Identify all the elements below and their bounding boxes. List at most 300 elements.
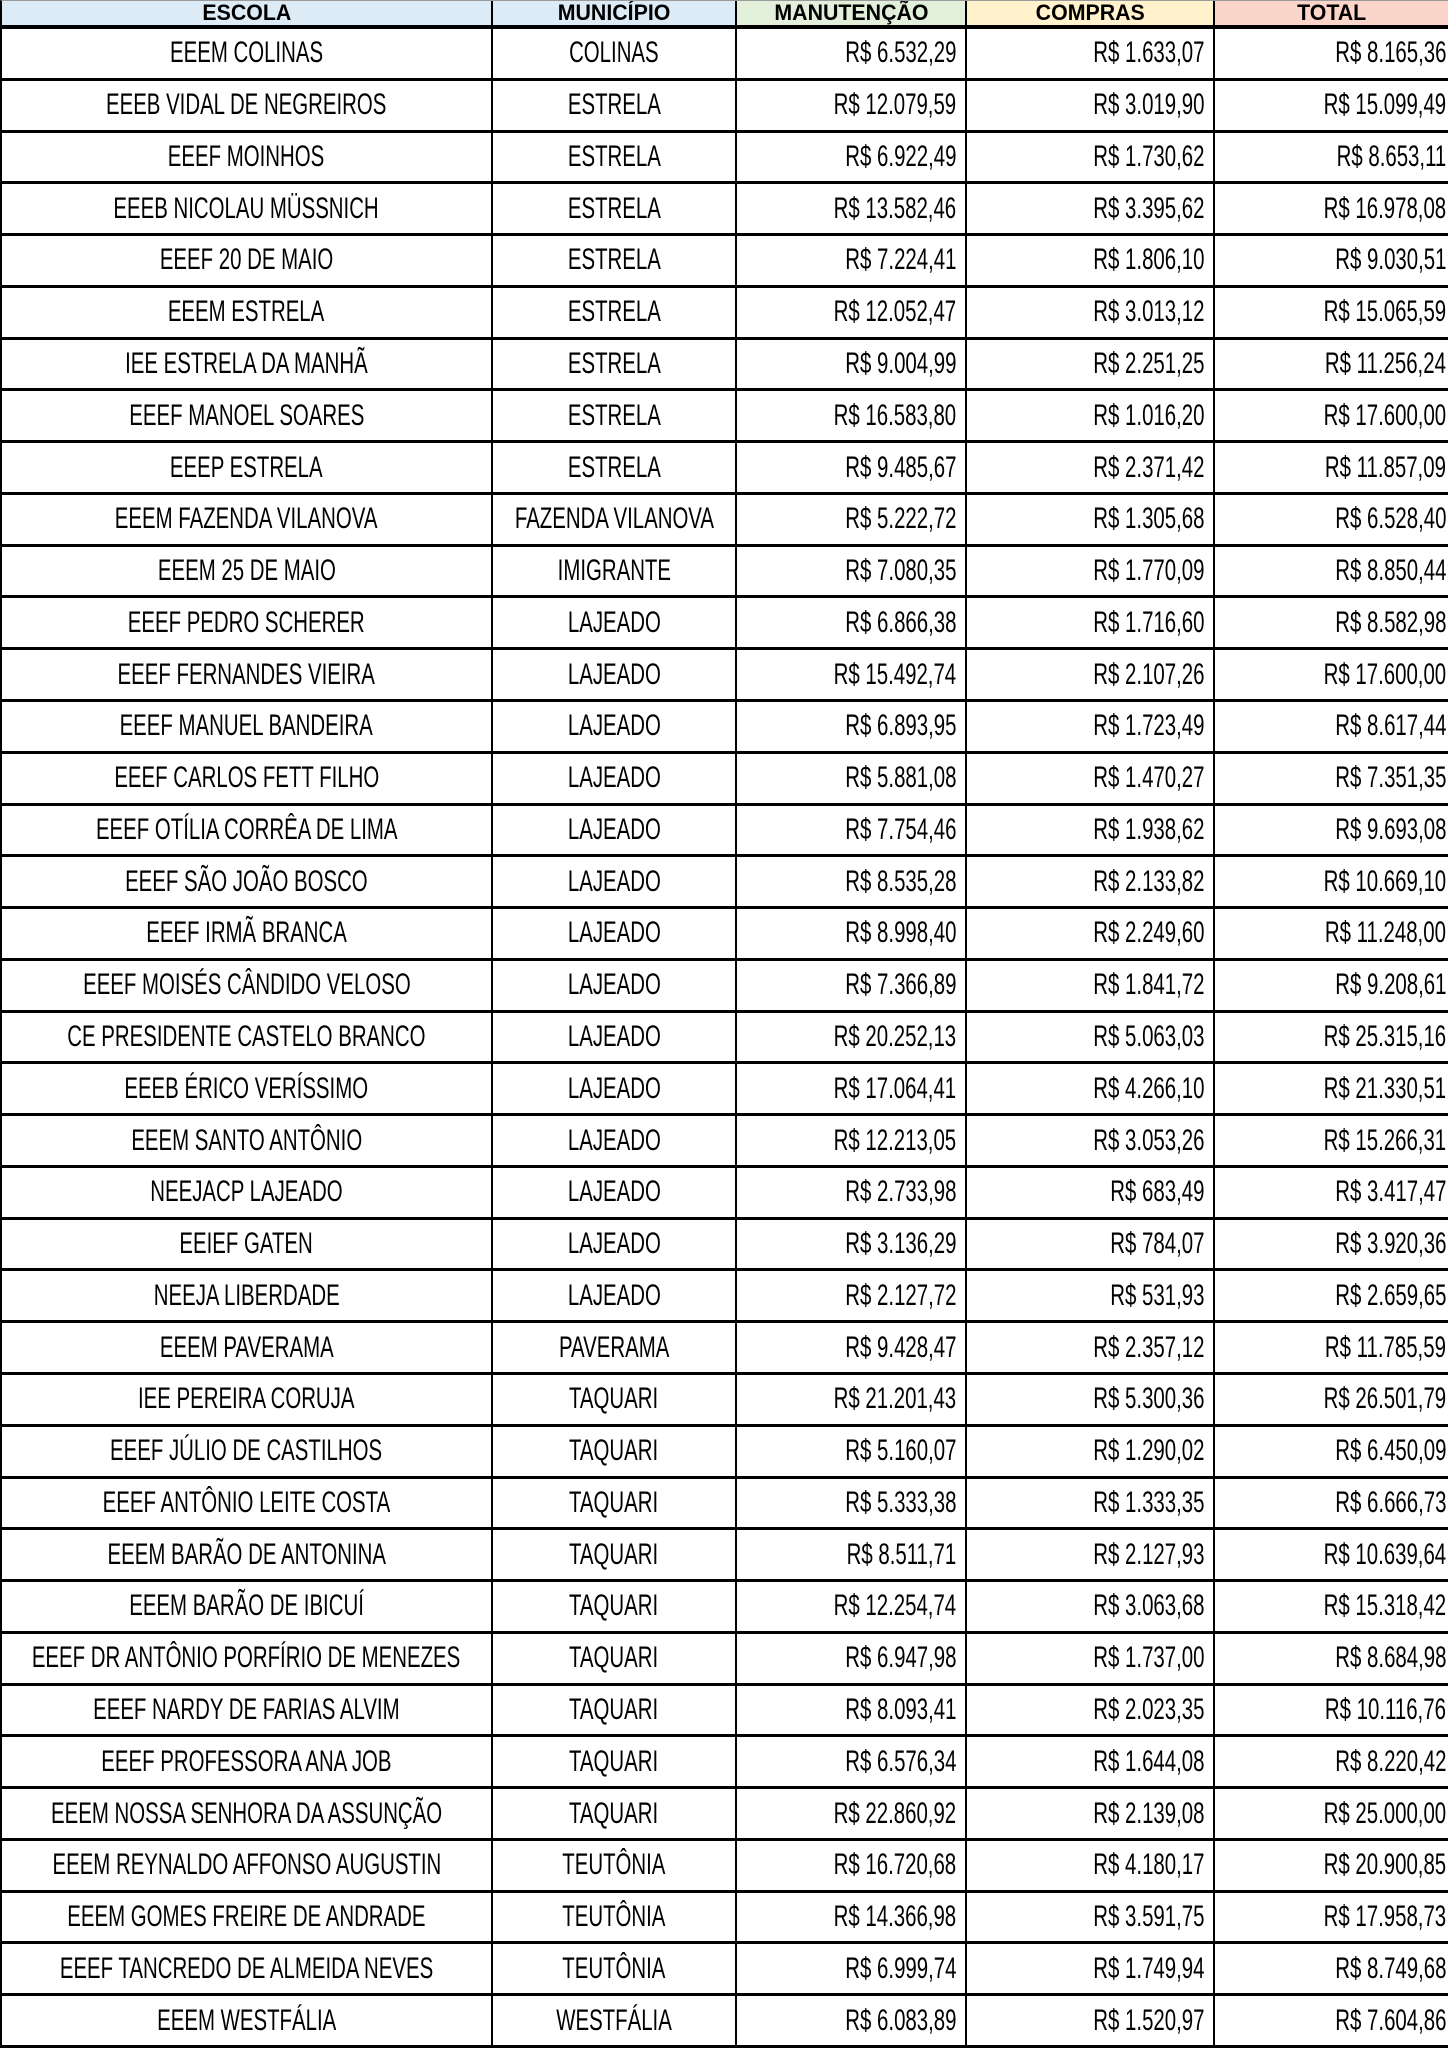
table-row: [2, 1220, 1448, 1272]
cell-manutencao: [737, 1634, 967, 1686]
cell-manutencao: [737, 702, 967, 754]
total-value: R$ 8.617,44: [1334, 709, 1446, 743]
municipio-value: ESTRELA: [567, 346, 661, 380]
escola-value: EEEF MANUEL BANDEIRA: [119, 709, 374, 743]
compras-value: R$ 1.333,35: [1092, 1485, 1204, 1519]
cell-manutencao: [737, 1116, 967, 1168]
cell-municipio: [493, 81, 737, 133]
compras-value: R$ 2.357,12: [1092, 1330, 1204, 1364]
municipio-value: LAJEADO: [567, 968, 661, 1002]
cell-total: [1215, 1789, 1448, 1841]
table-row: [2, 1996, 1448, 2048]
compras-value: R$ 1.737,00: [1092, 1641, 1204, 1675]
cell-total: [1215, 1686, 1448, 1738]
municipio-value: TAQUARI: [569, 1537, 659, 1571]
total-value: R$ 16.978,08: [1323, 191, 1446, 225]
table-row: [2, 702, 1448, 754]
cell-manutencao: [737, 1737, 967, 1789]
escola-value: EEEF TANCREDO DE ALMEIDA NEVES: [59, 1951, 434, 1985]
cell-total: [1215, 1013, 1448, 1065]
cell-compras: [967, 29, 1215, 81]
table-row: [2, 1530, 1448, 1582]
cell-manutencao: [737, 133, 967, 185]
cell-manutencao: [737, 1944, 967, 1996]
municipio-value: FAZENDA VILANOVA: [514, 502, 714, 536]
cell-manutencao: [737, 1479, 967, 1531]
escola-value: EEEB ÉRICO VERÍSSIMO: [124, 1071, 369, 1105]
total-value: R$ 8.165,36: [1334, 36, 1446, 70]
total-value: R$ 8.749,68: [1334, 1951, 1446, 1985]
cell-escola: [2, 547, 493, 599]
cell-compras: [967, 598, 1215, 650]
manutencao-value: R$ 6.947,98: [844, 1641, 956, 1675]
table-row: [2, 236, 1448, 288]
header-row: [2, 1, 1448, 29]
cell-compras: [967, 1479, 1215, 1531]
cell-manutencao: [737, 806, 967, 858]
cell-manutencao: [737, 236, 967, 288]
table-row: [2, 1375, 1448, 1427]
table-row: [2, 1013, 1448, 1065]
header-label-total: TOTAL: [1296, 1, 1367, 25]
escola-value: EEEF MOINHOS: [168, 139, 325, 173]
manutencao-value: R$ 6.083,89: [844, 2003, 956, 2037]
cell-municipio: [493, 961, 737, 1013]
manutencao-value: R$ 6.893,95: [844, 709, 956, 743]
cell-municipio: [493, 547, 737, 599]
compras-value: R$ 3.591,75: [1092, 1900, 1204, 1934]
cell-manutencao: [737, 1582, 967, 1634]
escola-value: EEEM GOMES FREIRE DE ANDRADE: [67, 1900, 426, 1934]
compras-value: R$ 1.716,60: [1092, 605, 1204, 639]
cell-municipio: [493, 29, 737, 81]
escola-value: EEEB VIDAL DE NEGREIROS: [106, 88, 387, 122]
cell-total: [1215, 1582, 1448, 1634]
compras-value: R$ 5.300,36: [1092, 1382, 1204, 1416]
table-row: [2, 909, 1448, 961]
cell-municipio: [493, 1271, 737, 1323]
manutencao-value: R$ 12.079,59: [833, 88, 956, 122]
cell-municipio: [493, 909, 737, 961]
table-row: [2, 598, 1448, 650]
cell-municipio: [493, 1375, 737, 1427]
compras-value: R$ 1.633,07: [1092, 36, 1204, 70]
cell-escola: [2, 754, 493, 806]
table-row: [2, 81, 1448, 133]
total-value: R$ 9.030,51: [1334, 243, 1446, 277]
total-value: R$ 15.099,49: [1323, 88, 1446, 122]
total-value: R$ 11.857,09: [1325, 450, 1446, 484]
manutencao-value: R$ 8.535,28: [844, 864, 956, 898]
cell-municipio: [493, 806, 737, 858]
cell-manutencao: [737, 650, 967, 702]
table-row: [2, 1944, 1448, 1996]
cell-escola: [2, 1893, 493, 1945]
manutencao-value: R$ 21.201,43: [833, 1382, 956, 1416]
manutencao-value: R$ 20.252,13: [833, 1019, 956, 1053]
escola-value: EEEF OTÍLIA CORRÊA DE LIMA: [95, 812, 398, 846]
cell-municipio: [493, 650, 737, 702]
cell-escola: [2, 1427, 493, 1479]
municipio-value: LAJEADO: [567, 1019, 661, 1053]
compras-value: R$ 1.730,62: [1092, 139, 1204, 173]
cell-escola: [2, 1168, 493, 1220]
cell-municipio: [493, 288, 737, 340]
table-row: [2, 806, 1448, 858]
cell-escola: [2, 961, 493, 1013]
cell-municipio: [493, 1013, 737, 1065]
cell-total: [1215, 184, 1448, 236]
cell-manutencao: [737, 1996, 967, 2048]
compras-value: R$ 2.371,42: [1092, 450, 1204, 484]
compras-value: R$ 531,93: [1109, 1278, 1204, 1312]
municipio-value: TEUTÔNIA: [562, 1951, 666, 1985]
municipio-value: WESTFÁLIA: [556, 2003, 672, 2037]
cell-escola: [2, 1220, 493, 1272]
cell-compras: [967, 288, 1215, 340]
cell-compras: [967, 1893, 1215, 1945]
municipio-value: LAJEADO: [567, 1071, 661, 1105]
table-row: [2, 29, 1448, 81]
cell-total: [1215, 1737, 1448, 1789]
total-value: R$ 25.000,00: [1323, 1796, 1446, 1830]
municipio-value: LAJEADO: [567, 657, 661, 691]
total-value: R$ 17.600,00: [1323, 398, 1446, 432]
cell-municipio: [493, 1427, 737, 1479]
municipio-value: IMIGRANTE: [557, 554, 671, 588]
compras-value: R$ 5.063,03: [1092, 1019, 1204, 1053]
cell-municipio: [493, 1064, 737, 1116]
cell-municipio: [493, 133, 737, 185]
municipio-value: COLINAS: [569, 36, 659, 70]
cell-manutencao: [737, 547, 967, 599]
cell-manutencao: [737, 1841, 967, 1893]
table-row: [2, 1582, 1448, 1634]
header-cell-municipio: [493, 1, 737, 29]
table-row: [2, 1323, 1448, 1375]
municipio-value: ESTRELA: [567, 295, 661, 329]
escola-value: EEEM COLINAS: [169, 36, 324, 70]
manutencao-value: R$ 7.754,46: [844, 812, 956, 846]
escola-value: EEEM FAZENDA VILANOVA: [115, 502, 378, 536]
total-value: R$ 6.528,40: [1334, 502, 1446, 536]
manutencao-value: R$ 14.366,98: [833, 1900, 956, 1934]
cell-manutencao: [737, 288, 967, 340]
cell-compras: [967, 1686, 1215, 1738]
cell-total: [1215, 1841, 1448, 1893]
cell-total: [1215, 495, 1448, 547]
escola-value: EEEF PROFESSORA ANA JOB: [101, 1744, 392, 1778]
compras-value: R$ 1.723,49: [1092, 709, 1204, 743]
cell-municipio: [493, 702, 737, 754]
cell-municipio: [493, 495, 737, 547]
cell-municipio: [493, 1893, 737, 1945]
municipio-value: ESTRELA: [567, 191, 661, 225]
cell-compras: [967, 1841, 1215, 1893]
cell-manutencao: [737, 754, 967, 806]
table-row: [2, 1064, 1448, 1116]
cell-escola: [2, 1996, 493, 2048]
escola-value: EEEF SÃO JOÃO BOSCO: [125, 864, 368, 898]
cell-municipio: [493, 443, 737, 495]
table-row: [2, 1634, 1448, 1686]
cell-escola: [2, 598, 493, 650]
total-value: R$ 21.330,51: [1323, 1071, 1446, 1105]
total-value: R$ 6.666,73: [1334, 1485, 1446, 1519]
escola-value: EEEM SANTO ANTÔNIO: [131, 1123, 362, 1157]
cell-municipio: [493, 1634, 737, 1686]
compras-value: R$ 2.139,08: [1092, 1796, 1204, 1830]
cell-compras: [967, 1220, 1215, 1272]
cell-total: [1215, 1479, 1448, 1531]
cell-escola: [2, 1582, 493, 1634]
manutencao-value: R$ 7.080,35: [844, 554, 956, 588]
cell-compras: [967, 1116, 1215, 1168]
total-value: R$ 15.266,31: [1323, 1123, 1446, 1157]
compras-value: R$ 1.938,62: [1092, 812, 1204, 846]
cell-escola: [2, 133, 493, 185]
cell-total: [1215, 547, 1448, 599]
escola-value: EEIEF GATEN: [179, 1227, 314, 1261]
municipio-value: LAJEADO: [567, 709, 661, 743]
escola-value: EEEF DR ANTÔNIO PORFÍRIO DE MENEZES: [32, 1641, 461, 1675]
cell-compras: [967, 1737, 1215, 1789]
cell-total: [1215, 754, 1448, 806]
manutencao-value: R$ 8.511,71: [846, 1537, 956, 1571]
compras-value: R$ 2.023,35: [1092, 1692, 1204, 1726]
compras-value: R$ 1.770,09: [1092, 554, 1204, 588]
cell-escola: [2, 1479, 493, 1531]
cell-total: [1215, 236, 1448, 288]
header-label-municipio: MUNICÍPIO: [557, 1, 671, 25]
cell-total: [1215, 81, 1448, 133]
compras-value: R$ 2.249,60: [1092, 916, 1204, 950]
municipio-value: LAJEADO: [567, 1227, 661, 1261]
table-row: [2, 961, 1448, 1013]
manutencao-value: R$ 9.428,47: [844, 1330, 956, 1364]
escola-value: IEE ESTRELA DA MANHÃ: [125, 346, 368, 380]
cell-compras: [967, 1064, 1215, 1116]
cell-total: [1215, 1375, 1448, 1427]
total-value: R$ 15.318,42: [1323, 1589, 1446, 1623]
manutencao-value: R$ 13.582,46: [833, 191, 956, 225]
cell-manutencao: [737, 1323, 967, 1375]
escola-value: EEEM NOSSA SENHORA DA ASSUNÇÃO: [50, 1796, 443, 1830]
total-value: R$ 8.220,42: [1334, 1744, 1446, 1778]
table-row: [2, 1168, 1448, 1220]
manutencao-value: R$ 5.160,07: [844, 1434, 956, 1468]
cell-manutencao: [737, 1530, 967, 1582]
total-value: R$ 17.600,00: [1323, 657, 1446, 691]
cell-municipio: [493, 1582, 737, 1634]
compras-value: R$ 683,49: [1109, 1175, 1204, 1209]
cell-municipio: [493, 598, 737, 650]
escola-value: NEEJACP LAJEADO: [150, 1175, 343, 1209]
municipio-value: LAJEADO: [567, 916, 661, 950]
total-value: R$ 8.684,98: [1334, 1641, 1446, 1675]
cell-compras: [967, 909, 1215, 961]
cell-municipio: [493, 1116, 737, 1168]
cell-manutencao: [737, 495, 967, 547]
compras-value: R$ 1.749,94: [1092, 1951, 1204, 1985]
manutencao-value: R$ 16.583,80: [833, 398, 956, 432]
cell-municipio: [493, 1220, 737, 1272]
cell-escola: [2, 443, 493, 495]
compras-value: R$ 3.395,62: [1092, 191, 1204, 225]
cell-escola: [2, 702, 493, 754]
cell-manutencao: [737, 909, 967, 961]
compras-value: R$ 3.053,26: [1092, 1123, 1204, 1157]
escola-value: EEEM 25 DE MAIO: [157, 554, 336, 588]
cell-compras: [967, 1789, 1215, 1841]
manutencao-value: R$ 6.999,74: [844, 1951, 956, 1985]
cell-manutencao: [737, 443, 967, 495]
cell-escola: [2, 1323, 493, 1375]
total-value: R$ 3.920,36: [1334, 1227, 1446, 1261]
cell-total: [1215, 961, 1448, 1013]
escola-value: EEEM PAVERAMA: [159, 1330, 334, 1364]
cell-total: [1215, 288, 1448, 340]
cell-compras: [967, 1013, 1215, 1065]
table-row: [2, 1789, 1448, 1841]
cell-municipio: [493, 391, 737, 443]
compras-value: R$ 1.520,97: [1092, 2003, 1204, 2037]
cell-manutencao: [737, 1427, 967, 1479]
total-value: R$ 7.351,35: [1334, 761, 1446, 795]
header-cell-escola: [2, 1, 493, 29]
cell-compras: [967, 702, 1215, 754]
manutencao-value: R$ 7.366,89: [844, 968, 956, 1002]
cell-total: [1215, 598, 1448, 650]
table-row: [2, 547, 1448, 599]
cell-manutencao: [737, 1789, 967, 1841]
cell-compras: [967, 391, 1215, 443]
compras-value: R$ 1.644,08: [1092, 1744, 1204, 1778]
cell-total: [1215, 702, 1448, 754]
cell-total: [1215, 1168, 1448, 1220]
municipio-value: LAJEADO: [567, 1175, 661, 1209]
municipio-value: PAVERAMA: [558, 1330, 670, 1364]
cell-compras: [967, 1530, 1215, 1582]
compras-value: R$ 1.290,02: [1092, 1434, 1204, 1468]
compras-value: R$ 2.133,82: [1092, 864, 1204, 898]
total-value: R$ 20.900,85: [1323, 1848, 1446, 1882]
cell-compras: [967, 1996, 1215, 2048]
cell-total: [1215, 133, 1448, 185]
municipio-value: ESTRELA: [567, 88, 661, 122]
table-row: [2, 1427, 1448, 1479]
table-row: [2, 133, 1448, 185]
cell-manutencao: [737, 340, 967, 392]
cell-manutencao: [737, 598, 967, 650]
cell-total: [1215, 909, 1448, 961]
table-row: [2, 857, 1448, 909]
cell-total: [1215, 1323, 1448, 1375]
manutencao-value: R$ 5.333,38: [844, 1485, 956, 1519]
cell-compras: [967, 184, 1215, 236]
total-value: R$ 8.582,98: [1334, 605, 1446, 639]
cell-compras: [967, 1375, 1215, 1427]
cell-compras: [967, 443, 1215, 495]
table-row: [2, 1479, 1448, 1531]
cell-municipio: [493, 340, 737, 392]
escola-value: EEEF MANOEL SOARES: [128, 398, 365, 432]
cell-total: [1215, 391, 1448, 443]
table-row: [2, 1271, 1448, 1323]
compras-value: R$ 2.107,26: [1092, 657, 1204, 691]
cell-municipio: [493, 1168, 737, 1220]
cell-manutencao: [737, 1220, 967, 1272]
municipio-value: LAJEADO: [567, 1278, 661, 1312]
cell-escola: [2, 1064, 493, 1116]
header-label-compras: COMPRAS: [1035, 1, 1145, 25]
cell-escola: [2, 909, 493, 961]
municipio-value: LAJEADO: [567, 864, 661, 898]
cell-total: [1215, 1220, 1448, 1272]
cell-compras: [967, 1634, 1215, 1686]
cell-total: [1215, 443, 1448, 495]
total-value: R$ 9.208,61: [1334, 968, 1446, 1002]
manutencao-value: R$ 6.922,49: [844, 139, 956, 173]
total-value: R$ 11.248,00: [1325, 916, 1446, 950]
escola-value: CE PRESIDENTE CASTELO BRANCO: [67, 1019, 426, 1053]
table-row: [2, 650, 1448, 702]
table-row: [2, 1893, 1448, 1945]
cell-manutencao: [737, 184, 967, 236]
municipio-value: TAQUARI: [569, 1434, 659, 1468]
table-row: [2, 495, 1448, 547]
cell-manutencao: [737, 857, 967, 909]
cell-total: [1215, 806, 1448, 858]
cell-compras: [967, 236, 1215, 288]
cell-compras: [967, 961, 1215, 1013]
escola-value: EEEF ANTÔNIO LEITE COSTA: [102, 1485, 391, 1519]
cell-escola: [2, 1686, 493, 1738]
cell-municipio: [493, 236, 737, 288]
cell-municipio: [493, 1789, 737, 1841]
total-value: R$ 26.501,79: [1323, 1382, 1446, 1416]
manutencao-value: R$ 12.254,74: [833, 1589, 956, 1623]
escola-value: EEEF CARLOS FETT FILHO: [114, 761, 379, 795]
cell-total: [1215, 1944, 1448, 1996]
total-value: R$ 6.450,09: [1334, 1434, 1446, 1468]
cell-total: [1215, 1996, 1448, 2048]
table-row: [2, 1686, 1448, 1738]
header-cell-compras: [967, 1, 1215, 29]
table-row: [2, 1116, 1448, 1168]
compras-value: R$ 3.063,68: [1092, 1589, 1204, 1623]
cell-escola: [2, 495, 493, 547]
header-cell-total: [1215, 1, 1448, 29]
cell-escola: [2, 340, 493, 392]
table-row: [2, 340, 1448, 392]
cell-compras: [967, 133, 1215, 185]
manutencao-value: R$ 5.881,08: [844, 761, 956, 795]
cell-escola: [2, 1944, 493, 1996]
cell-manutencao: [737, 1375, 967, 1427]
manutencao-value: R$ 9.004,99: [844, 346, 956, 380]
cell-escola: [2, 650, 493, 702]
cell-municipio: [493, 1323, 737, 1375]
total-value: R$ 11.256,24: [1325, 346, 1446, 380]
compras-value: R$ 2.127,93: [1092, 1537, 1204, 1571]
cell-total: [1215, 1271, 1448, 1323]
cell-municipio: [493, 754, 737, 806]
cell-municipio: [493, 1686, 737, 1738]
total-value: R$ 10.669,10: [1323, 864, 1446, 898]
escola-value: EEEM ESTRELA: [168, 295, 325, 329]
municipio-value: TAQUARI: [569, 1641, 659, 1675]
